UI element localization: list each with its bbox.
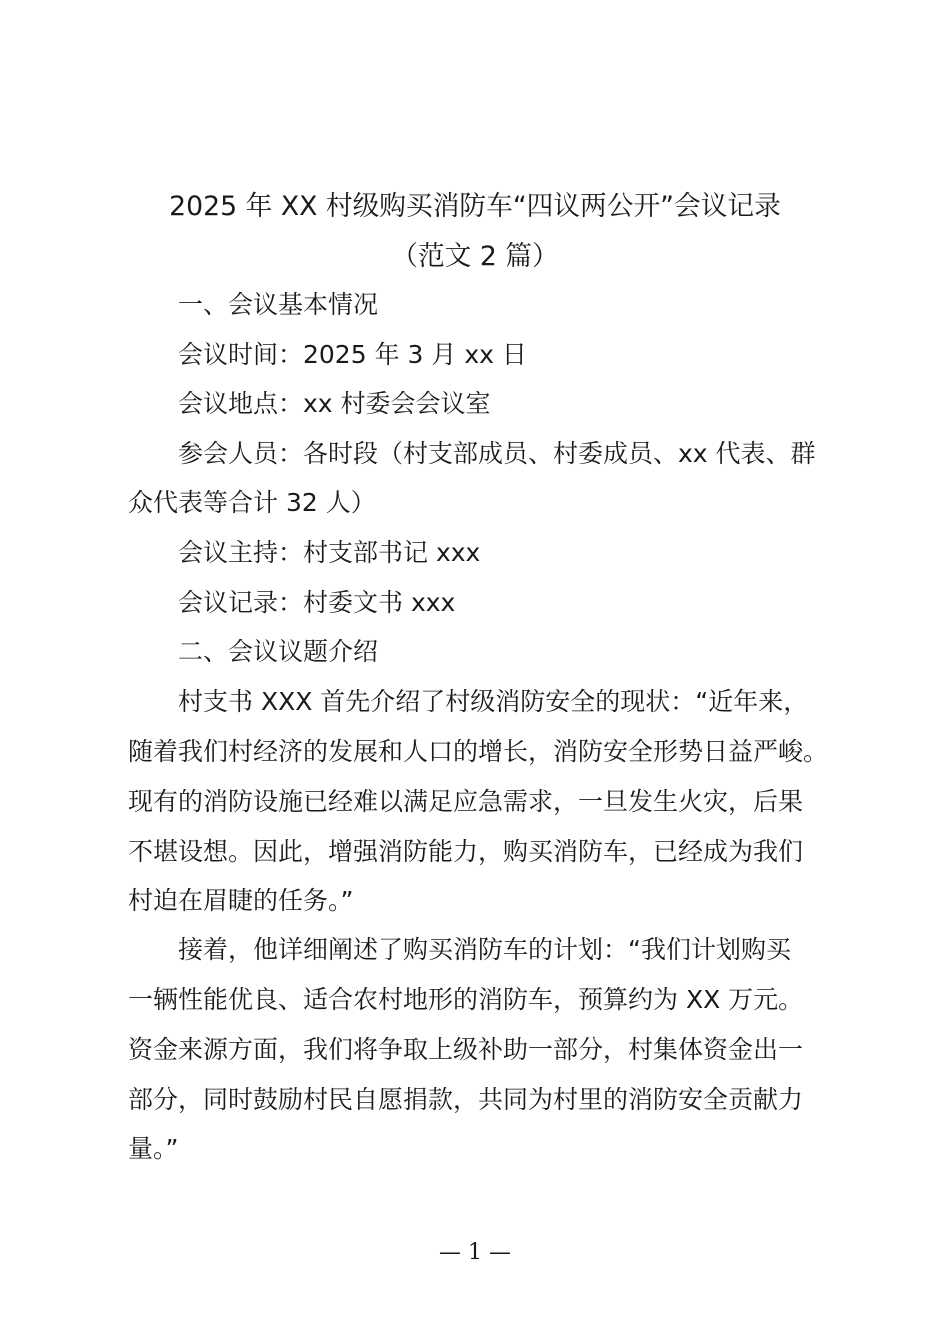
paragraph1-line: 村迫在眉睫的任务。” [128, 886, 354, 915]
meeting-location: 会议地点：xx 村委会会议室 [178, 389, 491, 418]
page-number: — 1 — [439, 1240, 511, 1265]
paragraph2-line: 部分，同时鼓励村民自愿捐款，共同为村里的消防安全贡献力 [128, 1085, 804, 1114]
attendees-line1: 参会人员：各时段（村支部成员、村委成员、xx 代表、群 [178, 439, 816, 468]
document-title-line2: （范文 2 篇） [391, 241, 559, 272]
meeting-time: 会议时间：2025 年 3 月 xx 日 [178, 340, 527, 369]
paragraph2-line: 接着，他详细阐述了购买消防车的计划：“我们计划购买 [178, 935, 791, 964]
attendees-line2: 众代表等合计 32 人） [128, 488, 376, 517]
meeting-recorder: 会议记录：村委文书 xxx [178, 588, 456, 617]
paragraph1-line: 现有的消防设施已经难以满足应急需求，一旦发生火灾，后果 [128, 787, 804, 816]
paragraph2-line: 一辆性能优良、适合农村地形的消防车，预算约为 XX 万元。 [128, 985, 804, 1014]
section2-heading: 二、会议议题介绍 [178, 637, 379, 666]
paragraph1-line: 不堪设想。因此，增强消防能力，购买消防车，已经成为我们 [128, 837, 804, 866]
paragraph1-line: 村支书 XXX 首先介绍了村级消防安全的现状：“近年来， [178, 687, 809, 716]
paragraph2-line: 量。” [128, 1134, 179, 1163]
meeting-host: 会议主持：村支部书记 xxx [178, 538, 481, 567]
section1-heading: 一、会议基本情况 [178, 290, 379, 319]
paragraph2-line: 资金来源方面，我们将争取上级补助一部分，村集体资金出一 [128, 1035, 804, 1064]
paragraph1-line: 随着我们村经济的发展和人口的增长，消防安全形势日益严峻。 [128, 737, 829, 766]
document-title-line1: 2025 年 XX 村级购买消防车“四议两公开”会议记录 [169, 191, 781, 222]
